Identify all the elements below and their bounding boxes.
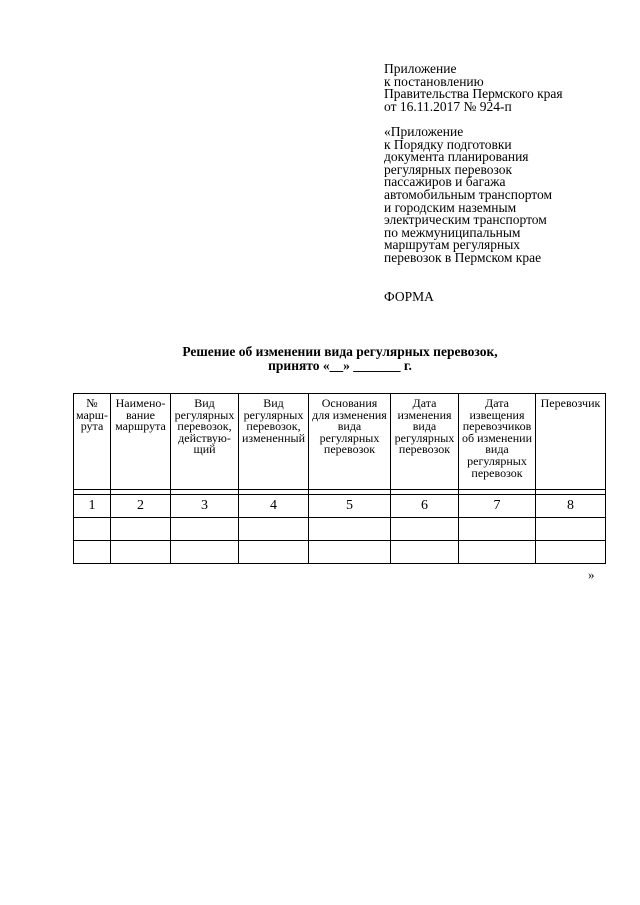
empty-cell[interactable] [309,518,391,541]
order-reference-line: регулярных перевозок [384,161,513,177]
column-number-cell: 6 [391,495,459,518]
column-header-line: щий [193,442,216,457]
order-reference-line: «Приложение [384,124,464,139]
column-header-line: Наимено- [115,396,166,410]
column-number-cell: 1 [74,495,111,518]
column-header-line: вание [125,407,155,422]
column-header-line: регулярных [467,453,527,468]
header-row [74,394,606,490]
column-header-line: регулярных [243,407,304,422]
order-reference-line: документа планирования [384,149,529,165]
appendix-line: от 16.11.2017 № 924-п [384,98,512,114]
title-line-2: принято «__» _______ г. [268,358,412,373]
column-header-line: действую- [178,430,231,445]
column-header-line: вида [485,442,509,457]
appendix-line: Правительства Пермского края [384,86,563,102]
closing-quote: » [588,567,595,582]
order-reference-line: автомобильным транспортом [384,186,553,202]
column-header-line: Вид [194,396,215,410]
column-header-line: Основания [321,396,378,410]
column-header-line: Дата [412,396,437,410]
order-reference-line: электрическим транспортом [384,212,547,228]
empty-cell[interactable] [74,518,111,541]
column-header-line: марш- [75,407,109,422]
empty-cell[interactable] [111,541,171,564]
column-number-cell: 2 [111,495,171,518]
column-header-line: извещения [469,407,525,422]
column-header-line: для изменения [312,407,387,422]
column-header-line: перевозок [471,465,523,480]
order-reference-line: по межмуниципальным [384,224,521,240]
column-header-line: регулярных [174,407,235,422]
order-reference-line: перевозок в Пермском крае [384,249,542,265]
empty-cell[interactable] [171,518,239,541]
empty-cell[interactable] [239,518,309,541]
column-header [309,394,391,490]
empty-cell[interactable] [391,541,459,564]
column-header-line: маршрута [115,419,166,434]
empty-cell[interactable] [309,541,391,564]
empty-row [74,518,606,541]
document-title [73,345,607,373]
column-number-row [74,495,606,518]
empty-cell[interactable] [536,541,606,564]
column-header-line: изменения [397,407,452,422]
empty-cell[interactable] [239,541,309,564]
empty-cell[interactable] [391,518,459,541]
column-header [111,394,171,490]
order-reference-line: маршрутам регулярных [384,237,521,253]
empty-cell[interactable] [111,518,171,541]
column-header [171,394,239,490]
column-header [239,394,309,490]
column-number-cell: 5 [309,495,391,518]
form-label: ФОРМА [384,289,434,304]
column-header [391,394,459,490]
form-table [73,393,606,564]
column-header [74,394,111,490]
column-header [459,394,536,490]
column-number-cell: 4 [239,495,309,518]
empty-cell[interactable] [459,518,536,541]
order-reference-line: к Порядку подготовки [384,136,512,152]
appendix-line: к постановлению [384,73,484,89]
column-header-line: вида [412,419,437,434]
column-header-line: перевозок [398,442,451,457]
order-reference [384,126,552,265]
empty-row [74,541,606,564]
column-number-cell: 8 [536,495,606,518]
column-header-line: № [86,396,98,410]
column-header-line: Дата [485,396,509,410]
column-header-line: Вид [263,396,284,410]
column-header-line: вида [337,419,362,434]
order-reference-line: пассажиров и багажа [384,174,506,190]
appendix-line: Приложение [384,61,457,76]
column-header [536,394,606,490]
column-header-line: Перевозчик [540,396,601,410]
order-reference-line: и городским наземным [384,199,517,215]
empty-cell[interactable] [74,541,111,564]
column-header-line: перевозок [323,442,376,457]
column-header-line: рута [80,419,104,434]
column-header-line: измененный [242,430,305,445]
empty-cell[interactable] [171,541,239,564]
column-header-line: об изменении [461,430,533,445]
column-number-cell: 7 [459,495,536,518]
column-header-line: регулярных [394,430,455,445]
title-line-1: Решение об изменении вида регулярных перевозок, [182,344,498,359]
column-number-cell: 3 [171,495,239,518]
column-header-line: перевозок, [177,419,232,434]
empty-cell[interactable] [536,518,606,541]
column-header-line: перевозчиков [462,419,532,434]
column-header-line: регулярных [319,430,380,445]
appendix-header [384,63,563,113]
column-header-line: перевозок, [246,419,301,434]
empty-cell[interactable] [459,541,536,564]
